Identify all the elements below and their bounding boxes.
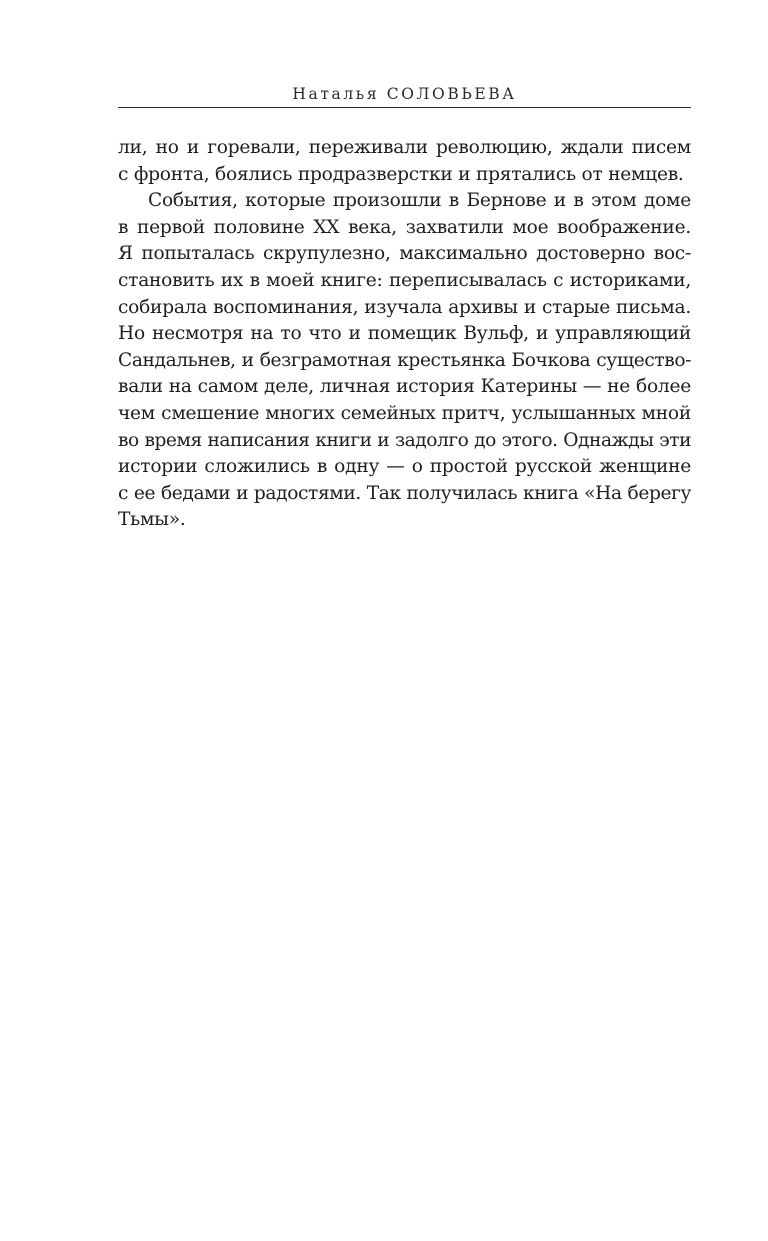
text-line: Я попыталась скрупулезно, максимально достоверно вос- [118, 243, 691, 265]
running-header [118, 84, 691, 104]
text-line: становить их в моей книге: переписывалась с историками, [118, 269, 691, 291]
text-line: Тьмы». [118, 509, 186, 531]
paragraph-2 [118, 188, 691, 534]
author-last-name: СОЛОВЬЕВА [386, 85, 517, 103]
body-text [118, 135, 691, 534]
text-line: собирала воспоминания, изучала архивы и старые письма. [118, 296, 691, 318]
text-line: чем смешение многих семейных притч, услышанных мной [118, 402, 691, 424]
text-line: во время написания книги и задолго до этого. Однажды эти [118, 429, 691, 451]
text-line: с ее бедами и радостями. Так получилась книга «На берегу [118, 482, 691, 504]
text-line: в первой половине XX века, захватили мое воображение. [118, 216, 691, 238]
text-line: вали на самом деле, личная история Катерины — не более [118, 376, 691, 398]
author-first-name: Наталья [292, 85, 380, 103]
text-line: События, которые произошли в Бернове и в этом доме [148, 190, 691, 212]
text-line: истории сложились в одну — о простой русской женщине [118, 456, 691, 478]
text-line: Но несмотря на то что и помещик Вульф, и управляющий [118, 323, 691, 345]
text-line: Сандальнев, и безграмотная крестьянка Бочкова существо- [118, 349, 691, 371]
paragraph-1 [118, 135, 691, 188]
text-line: с фронта, боялись продразверстки и прятались от немцев. [118, 163, 684, 185]
header-rule [118, 107, 691, 108]
text-line: ли, но и горевали, переживали революцию, ждали писем [118, 137, 691, 158]
